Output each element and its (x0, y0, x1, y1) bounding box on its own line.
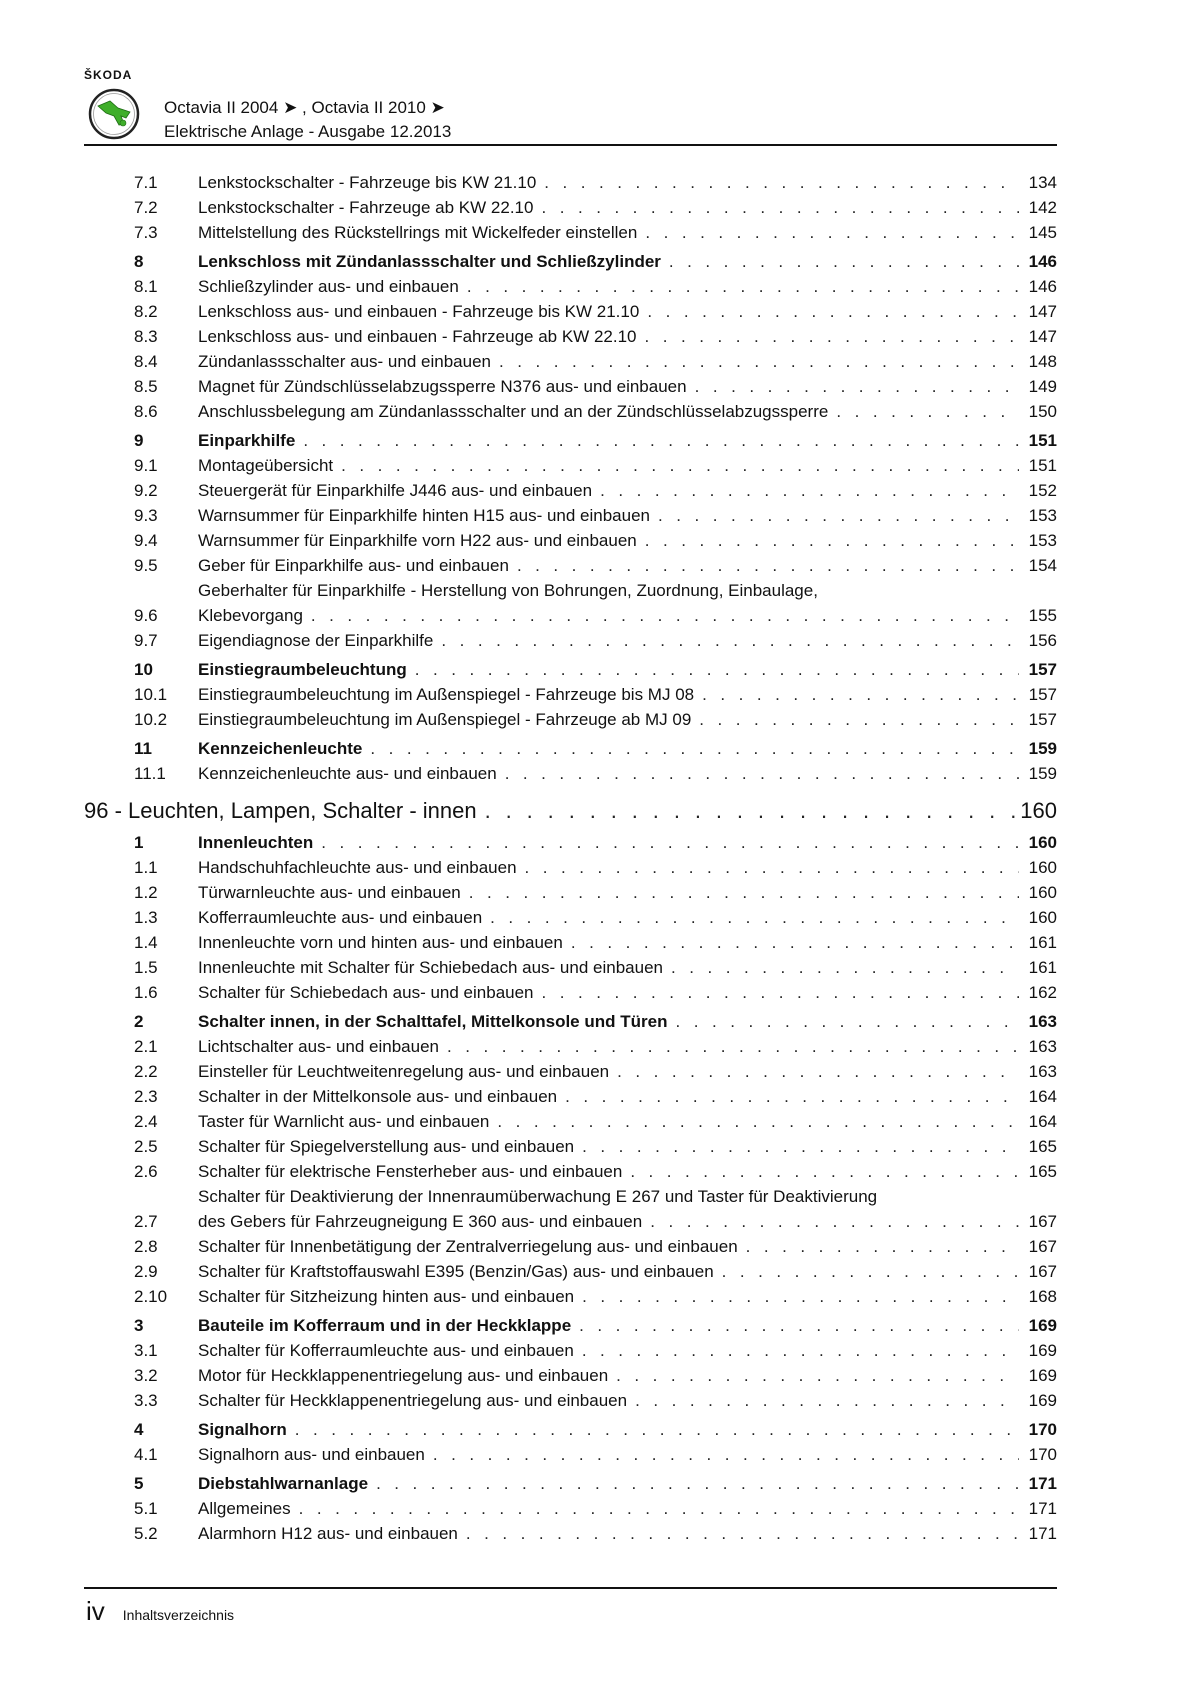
entry-page: 160 (1028, 908, 1057, 927)
toc-entry[interactable] (84, 399, 1057, 424)
entry-number: 4.1 (134, 1445, 158, 1464)
toc-entry[interactable] (84, 528, 1057, 553)
entry-page: 167 (1028, 1237, 1057, 1256)
entry-page: 155 (1028, 606, 1057, 625)
leader-dots (722, 1259, 1019, 1284)
entry-number: 1.5 (134, 958, 158, 977)
toc-entry[interactable] (84, 1338, 1057, 1363)
entry-number: 9.5 (134, 556, 158, 575)
leader-dots (299, 1496, 1019, 1521)
leader-dots (647, 299, 1019, 324)
leader-dots (466, 1521, 1019, 1546)
entry-number: 3 (134, 1316, 144, 1335)
entry-page: 157 (1028, 710, 1057, 729)
toc-entry[interactable] (84, 1363, 1057, 1388)
entry-title: Lenkschloss mit Zündanlassschalter und Schließzylinder (198, 252, 661, 271)
leader-dots (544, 170, 1019, 195)
toc-entry[interactable] (84, 1442, 1057, 1467)
toc-entry[interactable] (84, 1234, 1057, 1259)
entry-number: 8.2 (134, 302, 158, 321)
entry-title: Schalter für elektrische Fensterheber aus- und einbauen (198, 1162, 623, 1181)
entry-title: Schalter innen, in der Schalttafel, Mittelkonsole und Türen (198, 1012, 668, 1031)
entry-number: 10 (134, 660, 153, 679)
toc-entry[interactable] (84, 374, 1057, 399)
toc-entry[interactable] (84, 299, 1057, 324)
entry-page: 152 (1028, 481, 1057, 500)
leader-dots (630, 1159, 1019, 1184)
leader-dots (517, 553, 1019, 578)
entry-page: 159 (1028, 764, 1057, 783)
entry-title: Einstiegraumbeleuchtung (198, 660, 407, 679)
toc-entry[interactable] (84, 274, 1057, 299)
entry-title: Schalter für Spiegelverstellung aus- und einbauen (198, 1137, 575, 1156)
entry-number: 9.1 (134, 456, 158, 475)
entry-number: 3.1 (134, 1341, 158, 1360)
entry-number: 2.7 (134, 1212, 158, 1231)
entry-title: Schalter für Deaktivierung der Innenraumüberwachung E 267 und Taster für Deaktivierung (198, 1187, 878, 1206)
leader-dots (675, 1009, 1019, 1034)
toc-entry[interactable] (84, 1059, 1057, 1084)
leader-dots (746, 1234, 1019, 1259)
entry-page: 148 (1028, 352, 1057, 371)
entry-title: Schalter in der Mittelkonsole aus- und einbauen (198, 1087, 558, 1106)
leader-dots (645, 220, 1019, 245)
entry-number: 1.4 (134, 933, 158, 952)
header-rule (84, 144, 1057, 146)
entry-page: 157 (1028, 685, 1057, 704)
entry-number: 5.1 (134, 1499, 158, 1518)
toc-entry[interactable] (84, 1034, 1057, 1059)
leader-dots (497, 1109, 1019, 1134)
toc-section-top (84, 170, 1057, 786)
entry-page: 169 (1028, 1316, 1057, 1335)
entry-title-continued: des Gebers für Fahrzeugneigung E 360 aus- und einbauen (198, 1212, 643, 1231)
entry-number: 4 (134, 1420, 144, 1439)
entry-page: 146 (1028, 252, 1057, 271)
toc-entry[interactable] (84, 349, 1057, 374)
entry-page: 165 (1028, 1162, 1057, 1181)
toc-entry[interactable] (84, 1134, 1057, 1159)
entry-page: 171 (1028, 1524, 1057, 1543)
entry-page: 163 (1028, 1012, 1057, 1031)
toc-section-entry[interactable] (84, 736, 1057, 761)
leader-dots (695, 374, 1019, 399)
entry-page: 163 (1028, 1037, 1057, 1056)
toc-section-entry[interactable] (84, 1009, 1057, 1034)
entry-page: 161 (1028, 958, 1057, 977)
entry-title: Kennzeichenleuchte (198, 739, 363, 758)
entry-title: Motor für Heckklappenentriegelung aus- und einbauen (198, 1366, 609, 1385)
toc-section-bottom (84, 830, 1057, 1546)
entry-page: 153 (1028, 506, 1057, 525)
leader-dots (635, 1388, 1019, 1413)
entry-number: 11 (134, 739, 152, 758)
entry-number: 8.4 (134, 352, 158, 371)
leader-dots (658, 503, 1019, 528)
entry-title: Zündanlassschalter aus- und einbauen (198, 352, 491, 371)
toc-section-entry[interactable] (84, 1313, 1057, 1338)
entry-number: 2.5 (134, 1137, 158, 1156)
entry-title: Eigendiagnose der Einparkhilfe (198, 631, 434, 650)
leader-dots (650, 1209, 1019, 1234)
entry-number: 2.8 (134, 1237, 158, 1256)
entry-number: 1.1 (134, 858, 158, 877)
header-manual-title: Elektrische Anlage - Ausgabe 12.2013 (164, 122, 452, 141)
entry-page: 160 (1028, 883, 1057, 902)
entry-title: Diebstahlwarnanlage (198, 1474, 369, 1493)
entry-page: 168 (1028, 1287, 1057, 1306)
leader-dots (376, 1471, 1019, 1496)
entry-title: Schalter für Sitzheizung hinten aus- und einbauen (198, 1287, 575, 1306)
entry-page: 146 (1028, 277, 1057, 296)
leader-dots (565, 1084, 1019, 1109)
leader-dots (441, 628, 1019, 653)
entry-number: 10.1 (134, 685, 168, 704)
entry-page: 169 (1028, 1366, 1057, 1385)
leader-dots (645, 528, 1019, 553)
entry-title: Taster für Warnlicht aus- und einbauen (198, 1112, 490, 1131)
entry-title: Kennzeichenleuchte aus- und einbauen (198, 764, 497, 783)
entry-title: Anschlussbelegung am Zündanlassschalter und an der Zündschlüsselabzugssperre (198, 402, 829, 421)
entry-number: 11.1 (134, 764, 166, 783)
entry-number: 9.7 (134, 631, 158, 650)
toc-entry[interactable] (84, 761, 1057, 786)
leader-dots (311, 603, 1019, 628)
leader-dots (303, 428, 1019, 453)
entry-number: 3.2 (134, 1366, 158, 1385)
page-number: iv (86, 1596, 105, 1626)
entry-page: 149 (1028, 377, 1057, 396)
leader-dots (836, 399, 1019, 424)
toc-entry[interactable] (84, 628, 1057, 653)
entry-number: 1.3 (134, 908, 158, 927)
entry-title: Kofferraumleuchte aus- und einbauen (198, 908, 483, 927)
entry-number: 7.2 (134, 198, 158, 217)
entry-title: Allgemeines (198, 1499, 291, 1518)
entry-title: Lenkschloss aus- und einbauen - Fahrzeuge ab KW 22.10 (198, 327, 637, 346)
entry-title: Warnsummer für Einparkhilfe vorn H22 aus- und einbauen (198, 531, 637, 550)
entry-page: 154 (1028, 556, 1057, 575)
entry-page: 142 (1028, 198, 1057, 217)
entry-title: Warnsummer für Einparkhilfe hinten H15 aus- und einbauen (198, 506, 651, 525)
skoda-logo-icon (88, 88, 140, 140)
toc-entry[interactable] (84, 1388, 1057, 1413)
entry-title: Innenleuchte vorn und hinten aus- und einbauen (198, 933, 563, 952)
entry-number: 1 (134, 833, 144, 852)
leader-dots (645, 324, 1020, 349)
toc-entry[interactable] (84, 1109, 1057, 1134)
entry-number: 8.6 (134, 402, 158, 421)
toc-entry[interactable] (84, 1259, 1057, 1284)
toc-entry[interactable] (84, 503, 1057, 528)
entry-number: 2.6 (134, 1162, 158, 1181)
entry-title: Handschuhfachleuchte aus- und einbauen (198, 858, 517, 877)
entry-page: 164 (1028, 1112, 1057, 1131)
entry-title: Signalhorn (198, 1420, 287, 1439)
entry-title: Lenkstockschalter - Fahrzeuge bis KW 21.10 (198, 173, 537, 192)
brand-wordmark: ŠKODA (84, 68, 133, 82)
chapter-page: 160 (1020, 798, 1057, 823)
leader-dots (295, 1417, 1019, 1442)
toc-section-entry[interactable] (84, 428, 1057, 453)
entry-page: 145 (1028, 223, 1057, 242)
entry-number: 8 (134, 252, 144, 271)
entry-number: 2.1 (134, 1037, 158, 1056)
entry-page: 157 (1028, 660, 1057, 679)
toc-entry[interactable] (84, 707, 1057, 732)
toc-entry[interactable] (84, 578, 1057, 628)
entry-number: 9.4 (134, 531, 158, 550)
entry-number: 9.6 (134, 606, 158, 625)
entry-title: Mittelstellung des Rückstellrings mit Wickelfeder einstellen (198, 223, 638, 242)
leader-dots (447, 1034, 1019, 1059)
entry-page: 147 (1028, 302, 1057, 321)
entry-title: Steuergerät für Einparkhilfe J446 aus- und einbauen (198, 481, 593, 500)
leader-dots (467, 274, 1019, 299)
entry-page: 150 (1028, 402, 1057, 421)
entry-page: 169 (1028, 1391, 1057, 1410)
toc-entry[interactable] (84, 170, 1057, 195)
entry-number: 8.1 (134, 277, 158, 296)
toc-entry[interactable] (84, 220, 1057, 245)
toc-entry[interactable] (84, 955, 1057, 980)
toc-entry[interactable] (84, 1184, 1057, 1234)
entry-number: 10.2 (134, 710, 168, 729)
entry-number: 2.2 (134, 1062, 158, 1081)
toc-entry[interactable] (84, 324, 1057, 349)
leader-dots (541, 195, 1019, 220)
entry-page: 169 (1028, 1341, 1057, 1360)
entry-title: Schalter für Heckklappenentriegelung aus- und einbauen (198, 1391, 628, 1410)
leader-dots (485, 796, 1015, 826)
entry-number: 3.3 (134, 1391, 158, 1410)
leader-dots (505, 761, 1019, 786)
toc-entry[interactable] (84, 980, 1057, 1005)
entry-title: Lichtschalter aus- und einbauen (198, 1037, 439, 1056)
entry-page: 171 (1028, 1499, 1057, 1518)
toc-section-entry[interactable] (84, 657, 1057, 682)
entry-number: 7.3 (134, 223, 158, 242)
toc-entry[interactable] (84, 880, 1057, 905)
leader-dots (699, 707, 1019, 732)
entry-page: 162 (1028, 983, 1057, 1002)
leader-dots (671, 955, 1019, 980)
entry-title: Einstiegraumbeleuchtung im Außenspiegel - Fahrzeuge bis MJ 08 (198, 685, 695, 704)
toc-section-entry[interactable] (84, 1471, 1057, 1496)
entry-number: 9.3 (134, 506, 158, 525)
leader-dots (582, 1338, 1019, 1363)
entry-title-continued: Klebevorgang (198, 606, 303, 625)
entry-title: Signalhorn aus- und einbauen (198, 1445, 425, 1464)
entry-page: 164 (1028, 1087, 1057, 1106)
toc-section-entry[interactable] (84, 249, 1057, 274)
leader-dots (433, 1442, 1019, 1467)
toc-entry[interactable] (84, 1521, 1057, 1546)
entry-title: Schließzylinder aus- und einbauen (198, 277, 459, 296)
entry-page: 147 (1028, 327, 1057, 346)
toc-entry[interactable] (84, 553, 1057, 578)
entry-title: Alarmhorn H12 aus- und einbauen (198, 1524, 458, 1543)
toc-section-entry[interactable] (84, 830, 1057, 855)
entry-page: 153 (1028, 531, 1057, 550)
entry-title: Schalter für Innenbetätigung der Zentralverriegelung aus- und einbauen (198, 1237, 738, 1256)
footer-section-title: Inhaltsverzeichnis (122, 1607, 235, 1623)
leader-dots (525, 855, 1019, 880)
toc-entry[interactable] (84, 1496, 1057, 1521)
entry-page: 163 (1028, 1062, 1057, 1081)
leader-dots (542, 980, 1019, 1005)
leader-dots (321, 830, 1019, 855)
leader-dots (600, 478, 1019, 503)
toc-entry[interactable] (84, 682, 1057, 707)
entry-title: Magnet für Zündschlüsselabzugssperre N376 aus- und einbauen (198, 377, 687, 396)
entry-number: 2 (134, 1012, 144, 1031)
entry-page: 160 (1028, 833, 1057, 852)
leader-dots (490, 905, 1019, 930)
entry-title: Innenleuchte mit Schalter für Schiebedach aus- und einbauen (198, 958, 663, 977)
entry-page: 134 (1028, 173, 1057, 192)
entry-number: 8.5 (134, 377, 158, 396)
toc-entry[interactable] (84, 195, 1057, 220)
leader-dots (582, 1134, 1019, 1159)
table-of-contents (84, 170, 1057, 1546)
entry-title: Schalter für Kraftstoffauswahl E395 (Benzin/Gas) aus- und einbauen (198, 1262, 714, 1281)
entry-page: 165 (1028, 1137, 1057, 1156)
entry-title: Schalter für Kofferraumleuchte aus- und einbauen (198, 1341, 574, 1360)
entry-number: 2.3 (134, 1087, 158, 1106)
toc-entry[interactable] (84, 453, 1057, 478)
leader-dots (469, 880, 1019, 905)
entry-number: 7.1 (134, 173, 158, 192)
entry-title: Geberhalter für Einparkhilfe - Herstellung von Bohrungen, Zuordnung, Einbaulage, (198, 581, 818, 600)
leader-dots (341, 453, 1019, 478)
leader-dots (499, 349, 1019, 374)
entry-page: 167 (1028, 1212, 1057, 1231)
entry-page: 156 (1028, 631, 1057, 650)
footer-rule (84, 1587, 1057, 1589)
entry-page: 170 (1028, 1420, 1057, 1439)
header-models: Octavia II 2004 ➤ , Octavia II 2010 ➤ (164, 98, 445, 117)
toc-entry[interactable] (84, 478, 1057, 503)
entry-page: 151 (1028, 456, 1057, 475)
entry-number: 9 (134, 431, 144, 450)
entry-number: 9.2 (134, 481, 158, 500)
leader-dots (571, 930, 1019, 955)
toc-entry[interactable] (84, 930, 1057, 955)
entry-title: Lenkschloss aus- und einbauen - Fahrzeuge bis KW 21.10 (198, 302, 640, 321)
entry-title: Türwarnleuchte aus- und einbauen (198, 883, 461, 902)
toc-section-entry[interactable] (84, 1417, 1057, 1442)
entry-number: 1.2 (134, 883, 158, 902)
leader-dots (702, 682, 1019, 707)
entry-number: 8.3 (134, 327, 158, 346)
toc-entry[interactable] (84, 1284, 1057, 1309)
entry-title: Schalter für Schiebedach aus- und einbauen (198, 983, 534, 1002)
entry-number: 2.10 (134, 1287, 168, 1306)
entry-title: Einparkhilfe (198, 431, 296, 450)
entry-number: 5 (134, 1474, 144, 1493)
chapter-heading[interactable] (84, 796, 1057, 826)
toc-entry[interactable] (84, 905, 1057, 930)
toc-entry[interactable] (84, 1084, 1057, 1109)
entry-number: 1.6 (134, 983, 158, 1002)
toc-entry[interactable] (84, 1159, 1057, 1184)
page-header (84, 68, 1057, 146)
entry-number: 2.4 (134, 1112, 158, 1131)
leader-dots (669, 249, 1019, 274)
leader-dots (415, 657, 1019, 682)
entry-number: 5.2 (134, 1524, 158, 1543)
entry-page: 160 (1028, 858, 1057, 877)
entry-page: 167 (1028, 1262, 1057, 1281)
leader-dots (617, 1059, 1019, 1084)
chapter-title: 96 - Leuchten, Lampen, Schalter - innen (84, 798, 477, 823)
leader-dots (370, 736, 1019, 761)
entry-title: Innenleuchten (198, 833, 314, 852)
entry-title: Einstiegraumbeleuchtung im Außenspiegel - Fahrzeuge ab MJ 09 (198, 710, 692, 729)
entry-title: Montageübersicht (198, 456, 334, 475)
entry-page: 151 (1028, 431, 1057, 450)
entry-page: 159 (1028, 739, 1057, 758)
page-footer (86, 1596, 234, 1627)
entry-title: Bauteile im Kofferraum und in der Heckklappe (198, 1316, 572, 1335)
entry-title: Geber für Einparkhilfe aus- und einbauen (198, 556, 509, 575)
entry-number: 2.9 (134, 1262, 158, 1281)
leader-dots (579, 1313, 1019, 1338)
leader-dots (582, 1284, 1019, 1309)
entry-page: 170 (1028, 1445, 1057, 1464)
entry-page: 161 (1028, 933, 1057, 952)
entry-title: Lenkstockschalter - Fahrzeuge ab KW 22.10 (198, 198, 534, 217)
toc-entry[interactable] (84, 855, 1057, 880)
entry-page: 171 (1028, 1474, 1057, 1493)
leader-dots (616, 1363, 1019, 1388)
entry-title: Einsteller für Leuchtweitenregelung aus- und einbauen (198, 1062, 610, 1081)
